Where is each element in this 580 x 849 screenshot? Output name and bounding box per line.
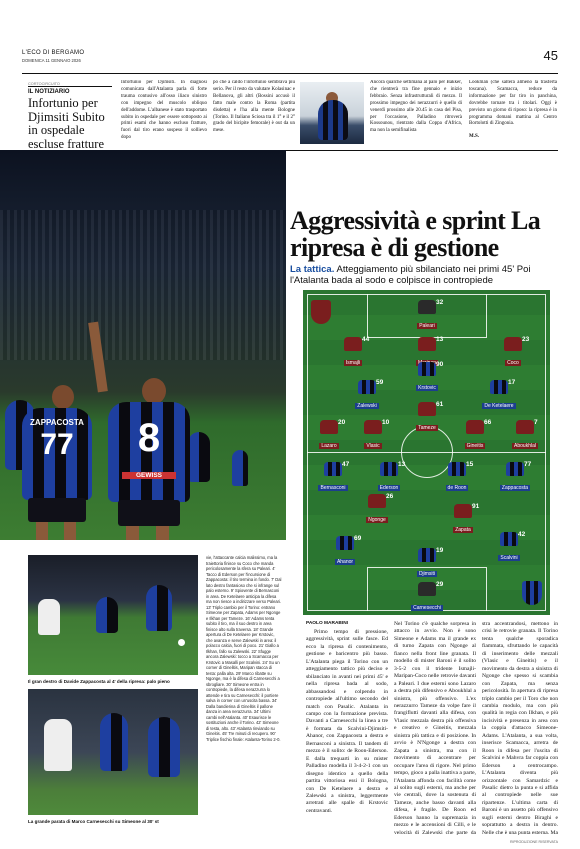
brief-column-1: Infortunio per Djimsiti. In diagnosi comunicata dall'Atalanta parla di forte trauma contusivo all'osso iliaco sinistro con impegno del muscolo obliquo dell'addome. L'albanese è stato trasportato subito in ospedale per essere sottoposto ai primi esami che hanno escluso fratture, fuori dal tiro erano sospeso il sollievo dopo <box>121 80 207 141</box>
opponent-figure <box>38 599 60 635</box>
article-standfirst <box>290 264 560 286</box>
player-ismajli: 44 Ismajli <box>345 336 370 366</box>
jersey-sponsor: GEWISS <box>122 472 176 479</box>
opponent-figure <box>44 719 72 771</box>
brief-column-3: Ancora qualche settimana al palo per Bakker, che rientrerà tra fine gennaio e inizio febbraio. Senza infrastrutturali di mezzo. Il prossimo impegno dei nerazzurri è quello di venerdì prossimo alle 20.45 in casa del Pisa, per l'occasione, Palladino ritroverà Kossounou, rientrato dalla Coppa d'Africa, ma non la semifinalista <box>370 80 462 134</box>
player-ahanor: 69 Ahanor <box>336 535 362 565</box>
player-leg <box>156 526 169 540</box>
article-column-3: stra accentrandosi, mettono in crisi le retrovie granata. Il Torino tenta qualche sporadica fiammata, sfruttando le capacità di inserimento delle mezzali (Vlasic e Gineitis) e il movimento da destra a sinistra di Ngonge che spesso si scambia con Zapata, ma senza pericolosità. In apertura di ripresa triplo cambio per il Toro che non cambia modulo, ma con più qualità in regia con Ilkhan, e più incisività e presenza in area con la coppia d'attacco Simeone-Adams. L'Atalanta, a sua volta, inserisce Scamacca, arretra de Roon in difesa per l'uscita di Scalvini e Mahvra far coppia con Ederson a centrocampo. L'Atalanta diventa più orizzontale con Samardzic e Pasalic dietro la punta e si affida al contropiede nelle sue ripartenze. L'ultima carta di Baroni è un assetto più offensivo sugli esterni dentro Biraghi e soprattutto a destra in dentro. Nelle che è una punta esterna. Ma <box>482 621 558 836</box>
player-leg <box>126 526 139 540</box>
player-figure <box>232 450 248 486</box>
section-rule <box>28 86 112 87</box>
player-shorts <box>118 500 180 526</box>
article-column-1: Primo tempo di pressione, aggressività, sprint sulle fasce. Ed ecco la ripresa di contenimento, gestione e baricentro più basso. L'Atalanta piega il Torino con un atteggiamento tattico più deciso e sbilanciato in avanti nei primi 45' e nella ripresa bada al sodo, abbassandosi e colpendo in contropiede all'ultimo secondo del match con Pasalic. Atalanta in campo con la formazione prevista. Davanti a Carnesecchi la linea a tre è formata da Scalvini-Djimsiti-Ahanor, con Zappacosta a destra e Bernasconi a sinistra. Il tandem di mezzo è il solito: de Roon-Ederson. E dalla trequarti in su mister Palladino modella il 3-4-2-1 con un disegno identico a quello della partita vittoriosa essi il Bologna, con De Ketelaere a destra e Zalewski a sinistra, leggermente arretrati alle spalle di Krstovic centravanti. <box>306 629 388 814</box>
player-de-ketelaere: 17 De Ketelaere <box>484 379 516 409</box>
brief-column-2: po che a caldo l'infortunio sembrava più serio. Per il resto da valutare Kolasinac e Bellanova, gli altri (Bossini accusò il fatto male contro la Roma (partita disdetta) e l'ha alla mente Bologne (Torino. Il Italiano Sciosa tra il 1° e il 2° grado del bicipite femorale) è out da un mese. <box>213 80 295 134</box>
photo-caption: La grande parata di Marco Carnesecchi su Simeone al 30' st <box>28 819 159 824</box>
player-figure <box>188 432 210 482</box>
player-vlasic: 10 Vlasic <box>353 420 393 452</box>
player-bernasconi: 47 Bernasconi <box>320 461 350 491</box>
player-scalvini: 42 Scalvini <box>500 531 526 561</box>
player-paleari: 32 Paleari <box>419 299 444 329</box>
player-zapata: 91 Zapata <box>455 503 480 533</box>
article-byline: PAOLO MARABINI <box>306 621 349 626</box>
player-lazaro: 20 Lazaro <box>321 419 346 449</box>
standfirst-label: La tattica. <box>290 264 335 275</box>
player-shorts <box>28 498 86 522</box>
brief-column-4: Lookman (che salterà almeno la trasferta toscana). Scamacca, reduce da informazione per far tiro in panchina, dovrebbe tornare tra i titolari. Oggi è previsto un giorno di riposo: la ripresa è in programma domani mattina al Centro Bortolotti di Zingonia. <box>469 80 557 127</box>
formation-pitch <box>303 290 550 615</box>
player-head <box>142 378 166 404</box>
player-leg <box>64 522 76 540</box>
jersey-name: ZAPPACOSTA <box>30 418 84 427</box>
header-rule <box>22 73 558 74</box>
brief-title: Infortunio per Djimsiti Subito in ospedale escluse fratture <box>28 96 105 151</box>
brief-signature: M.S. <box>469 134 479 139</box>
player-maripan: 13 <box>407 337 447 369</box>
player-djimsiti: 19 Djimsiti <box>418 547 444 577</box>
player-krstovic: 90 Krstovic <box>418 361 444 391</box>
page-number: 45 <box>543 48 558 63</box>
copyright-note: RIPRODUZIONE RISERVATA <box>509 840 558 844</box>
newspaper-name: L'ECO DI BERGAMO <box>22 50 85 56</box>
player-de-roon: 15 de Roon <box>447 461 474 491</box>
standfirst-text: Atteggiamento più sbilanciato nei primi 45' Poi l'Atalanta bada al sodo e colpisce in contropiede <box>290 264 531 286</box>
main-photo <box>0 150 286 540</box>
atalanta-crest <box>522 581 542 605</box>
player-figure <box>146 585 172 631</box>
player-aboukhlal: 7 Aboukhlal <box>514 419 538 449</box>
player-zappacosta: 77 Zappacosta <box>501 461 532 491</box>
player-figure <box>318 100 348 140</box>
player-figure <box>148 717 180 777</box>
photo-caption: Il gran destro di Davide Zappacosta al 4' della ripresa: palo pieno <box>28 679 170 684</box>
brief-photo <box>300 82 364 144</box>
player-zalewski: 59 Zalewski <box>357 379 384 409</box>
player-leg <box>36 522 48 540</box>
article-headline: Aggressività e sprint La ripresa è di gestione <box>290 206 541 262</box>
player-gineitis: 66 Gineitis <box>466 419 492 449</box>
player-figure <box>100 713 128 771</box>
article-column-2: Nel Torino c'è qualche sorpresa in attacco in avvio. Non è sono Simeone e Adams ma il grande ex di turno Zapata con Ngonge al fianco nella front line granata. Il modello di mister Baroni è il solito 3-5-2 con il tridente Ismajli-Maripan-Coco nelle retrovie davanti a Paleari. I due esterni sono Lazaro a destra più difensivo e Aboukhlal a sinistra, più offensivo. L'ex nerazzurro Tameze da volpe fare il frangiflutti davanti alla difesa, con Vlasic mezzala destra più offensiva e creativo e Gineitis, mezzala sinistra più tattica e di posizione. In avvio è N'Ngonge a destra con Zapata a sinistra, ma con il movimento di accentrare per occupare l'area di rigore. Nel primo tempo, gioco a palla inattiva a parte, l'Atalanta affonda con facilità come al solito sugli esterni, ma anche per vie centrali, dove la sostenuta di Tameze, anche basso davanti alla difesa, è fragile. De Roon ed Ederson hanno la supremazia in mezzo e le accensioni di Cilli, e le velocità di Zalewski che parte da <box>394 621 476 836</box>
jersey-number: 8 <box>137 416 161 460</box>
brief-kicker: CORTOCIRCUITO <box>28 82 60 86</box>
player-head <box>52 385 74 409</box>
photo-zappacosta-shot <box>28 555 198 675</box>
player-coco: 23 Coco <box>493 337 533 369</box>
player-carnesecchi: 29 Carnesecchi <box>413 581 444 611</box>
jersey-number: 77 <box>40 428 74 461</box>
player-figure <box>96 597 118 633</box>
stadium-crowd <box>0 210 286 360</box>
player-ederson: 13 Ederson <box>379 461 406 491</box>
player-ngonge: 26 Ngonge <box>368 493 394 523</box>
ball <box>178 639 185 646</box>
match-timeline: vie, l'attaccante calcia malissimo, ma la traiettoria finisce su Coco che manda pericolosamente la sfera su Paleari. 4' Tacco di Ederson per l'incursione di Zappacosta: il tiro termina in fondo. 7' Dal lato destro fantasioso che si infrange sul palo esterno. 9' Spiovente di Bernasconi in area. De Ketelaere anticipa la difesa ma non riesce a indirizzare verso Paleari. 13' Triplo cambio per il Torino: entrano Simeone per Zapata, Adams per Ngonge e Ilkhan per Tameze. 16' Adams tenta subito il tiro, ma il suo destro in area finisce alto sulla traversa. 18' Grande apertura di De Ketelaere per Krstovic, che avanza e serve Zalewski in area: il polacco calcia, fuori di poco. 21' Giallo a Ilkhan, fallo su Zalewski. 22' Sfugge ancora Zalewski: tocco a Scamacca per Krstovic a Masalli per Scalvini. 24' Su un corner di Ginelitis, Maripan stacca di testa: palla alta. 29' Marco ribatte su Ngonge, ma è la difesa di Carnesecchi a sbrogliare. 30' Simeone entra in contropiede, la difesa nerazzurra lo attende e tira su Carnesecchi: il portiere salva in corner con un'uscita bassa. 34' Dalla bandierina di Ginelitis il pallone danza in area nerazzurra. 34' Ultimi cambi nell'Atalanta. 40' Esaurisce le sostituzioni anche il Torino. 42' Simeone di testa, alto. 43' Atalanta rinviando su Gineitis. 45' Tre minuti di recupero. 90' Triplice fischio finale: Atalanta-Torino 2-0. <box>206 555 282 742</box>
photo-carnesecchi-save <box>28 689 198 815</box>
player-tameze: 61 Tameze <box>418 401 444 431</box>
page-header <box>22 48 558 70</box>
issue-date: DOMENICA 11 GENNAIO 2026 <box>22 58 81 63</box>
section-label: IL NOTIZIARIO <box>28 89 70 95</box>
torino-crest <box>311 300 331 324</box>
